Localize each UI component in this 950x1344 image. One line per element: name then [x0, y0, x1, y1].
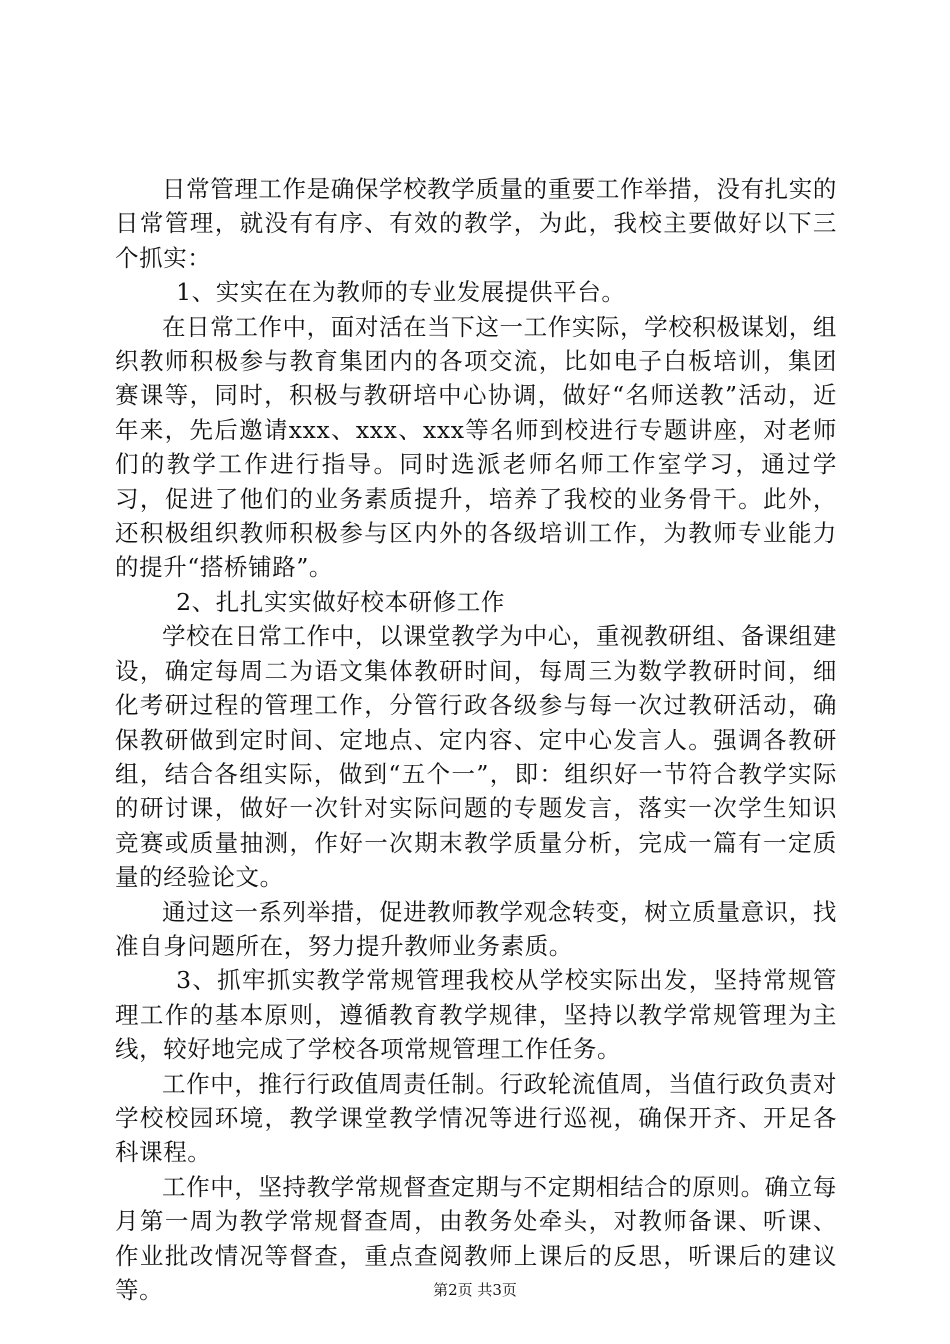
section-2-summary-paragraph: 通过这一系列举措，促进教师教学观念转变，树立质量意识，找准自身问题所在，努力提升教师业务素质。 — [115, 897, 837, 960]
page-number-footer — [0, 1280, 950, 1300]
section-heading-2: 2、扎扎实实做好校本研修工作 — [176, 587, 505, 616]
section-3-inspection-paragraph: 工作中，坚持教学常规督查定期与不定期相结合的原则。确立每月第一周为教学常规督查周，由教务处牵头，对教师备课、听课、作业批改情况等督查，重点查阅教师上课后的反思，听课后的建议等。 — [115, 1172, 837, 1304]
section-2-paragraph: 学校在日常工作中，以课堂教学为中心，重视教研组、备课组建设，确定每周二为语文集体教研时间，每周三为数学教研时间，细化考研过程的管理工作，分管行政各级参与每一次过教研活动，确保教研做到定时间、定地点、定内容、定中心发言人。强调各教研组，结合各组实际，做到“五个一”，即：组织好一节符合教学实际的研讨课，做好一次针对实际问题的专题发言，落实一次学生知识竞赛或质量抽测，作好一次期末教学质量分析，完成一篇有一定质量的经验论文。 — [115, 622, 837, 892]
section-1-paragraph: 在日常工作中，面对活在当下这一工作实际，学校积极谋划，组织教师积极参与教育集团内的各项交流，比如电子白板培训，集团赛课等，同时，积极与教研培中心协调，做好“名师送教”活动，近年来，先后邀请xxx、xxx、xxx等名师到校进行专题讲座，对老师们的教学工作进行指导。同时选派老师名师工作室学习，通过学习，促进了他们的业务素质提升，培养了我校的业务骨干。此外，还积极组织教师积极参与区内外的各级培训工作，为教师专业能力的提升“搭桥铺路”。 — [115, 312, 837, 582]
section-3-duty-paragraph: 工作中，推行行政值周责任制。行政轮流值周，当值行政负责对学校校园环境，教学课堂教学情况等进行巡视，确保开齐、开足各科课程。 — [115, 1069, 837, 1167]
document-body — [115, 172, 837, 1307]
intro-paragraph: 日常管理工作是确保学校教学质量的重要工作举措，没有扎实的日常管理，就没有有序、有效的教学，为此，我校主要做好以下三个抓实： — [115, 175, 837, 272]
section-heading-3: 3、抓牢抓实教学常规管理我校从学校实际出发，坚持常规管理工作的基本原则，遵循教育教学规律，坚持以教学常规管理为主线，较好地完成了学校各项常规管理工作任务。 — [115, 966, 837, 1064]
page-number-label: 第2页 共3页 — [433, 1281, 517, 1299]
section-heading-1: 1、实实在在为教师的专业发展提供平台。 — [176, 278, 626, 307]
